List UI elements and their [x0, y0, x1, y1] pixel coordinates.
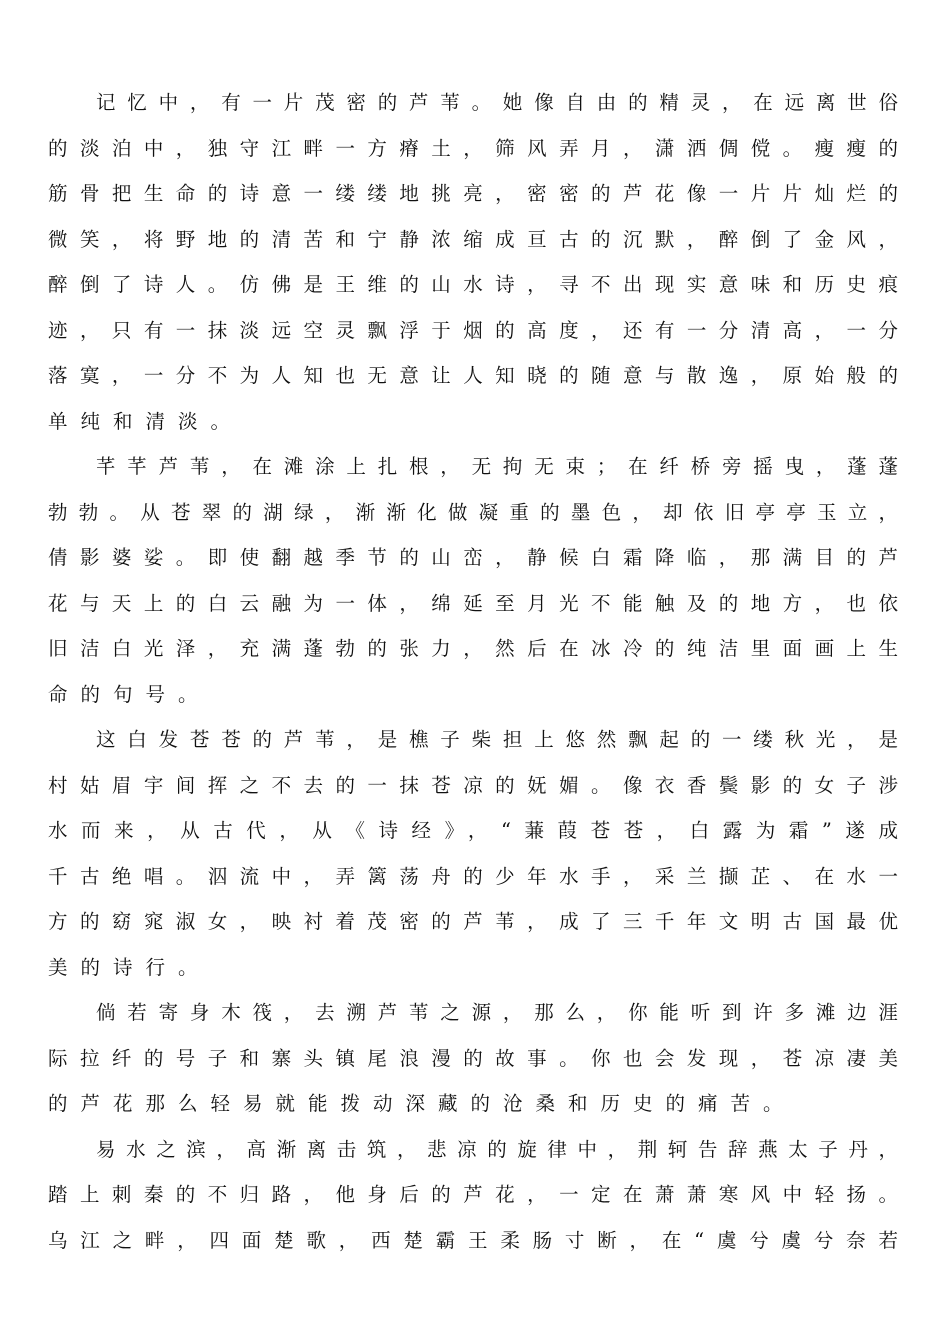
- paragraph-1-line-5: 醉倒了诗人。仿佛是王维的山水诗，寻不出现实意味和历史痕: [48, 273, 898, 296]
- paragraph-5-line-3: 乌江之畔，四面楚歌，西楚霸王柔肠寸断，在“虞兮虞兮奈若: [48, 1229, 898, 1252]
- paragraph-2-line-6: 命的句号。: [48, 683, 211, 706]
- paragraph-2-line-5: 旧洁白光泽，充满蓬勃的张力，然后在冰冷的纯洁里面画上生: [48, 637, 898, 660]
- paragraph-3-line-6: 美的诗行。: [48, 956, 211, 979]
- paragraph-1-line-4: 微笑，将野地的清苦和宁静浓缩成亘古的沉默，醉倒了金风，: [48, 228, 898, 251]
- paragraph-2-line-2: 勃勃。从苍翠的湖绿，渐渐化做凝重的墨色，却依旧亭亭玉立，: [48, 501, 898, 524]
- paragraph-3-line-3: 水而来，从古代，从《诗经》，“蒹葭苍苍，白露为霜”遂成: [48, 819, 898, 842]
- paragraph-2-line-1: 芊芊芦苇，在滩涂上扎根，无拘无束；在纤桥旁摇曳，蓬蓬: [96, 455, 898, 478]
- paragraph-1-line-3: 筋骨把生命的诗意一缕缕地挑亮，密密的芦花像一片片灿烂的: [48, 182, 898, 205]
- paragraph-4-line-2: 际拉纤的号子和寨头镇尾浪漫的故事。你也会发现，苍凉凄美: [48, 1047, 898, 1070]
- paragraph-4-line-3: 的芦花那么轻易就能拨动深藏的沧桑和历史的痛苦。: [48, 1092, 796, 1115]
- paragraph-4-line-1: 倘若寄身木筏，去溯芦苇之源，那么，你能听到许多滩边涯: [96, 1001, 898, 1024]
- paragraph-1-line-6: 迹，只有一抹淡远空灵飘浮于烟的高度，还有一分清高，一分: [48, 319, 898, 342]
- paragraph-1-line-7: 落寞，一分不为人知也无意让人知晓的随意与散逸，原始般的: [48, 364, 898, 387]
- paragraph-3-line-4: 千古绝唱。泅流中，弄篱荡舟的少年水手，采兰撷芷、在水一: [48, 865, 898, 888]
- paragraph-3-line-1: 这白发苍苍的芦苇，是樵子柴担上悠然飘起的一缕秋光，是: [96, 728, 898, 751]
- paragraph-5-line-2: 踏上刺秦的不归路，他身后的芦花，一定在萧萧寒风中轻扬。: [48, 1183, 898, 1206]
- paragraph-1-line-1: 记忆中，有一片茂密的芦苇。她像自由的精灵，在远离世俗: [96, 91, 898, 114]
- paragraph-1-line-8: 单纯和清淡。: [48, 410, 244, 433]
- paragraph-3-line-2: 村姑眉宇间挥之不去的一抹苍凉的妩媚。像衣香鬓影的女子涉: [48, 774, 898, 797]
- paragraph-5-line-1: 易水之滨，高渐离击筑，悲凉的旋律中，荆轲告辞燕太子丹，: [96, 1138, 898, 1161]
- paragraph-1-line-2: 的淡泊中，独守江畔一方瘠土，筛风弄月，潇洒倜傥。瘦瘦的: [48, 137, 898, 160]
- paragraph-3-line-5: 方的窈窕淑女，映衬着茂密的芦苇，成了三千年文明古国最优: [48, 910, 898, 933]
- paragraph-2-line-3: 倩影婆娑。即使翻越季节的山峦，静候白霜降临，那满目的芦: [48, 546, 898, 569]
- paragraph-2-line-4: 花与天上的白云融为一体，绵延至月光不能触及的地方，也依: [48, 592, 898, 615]
